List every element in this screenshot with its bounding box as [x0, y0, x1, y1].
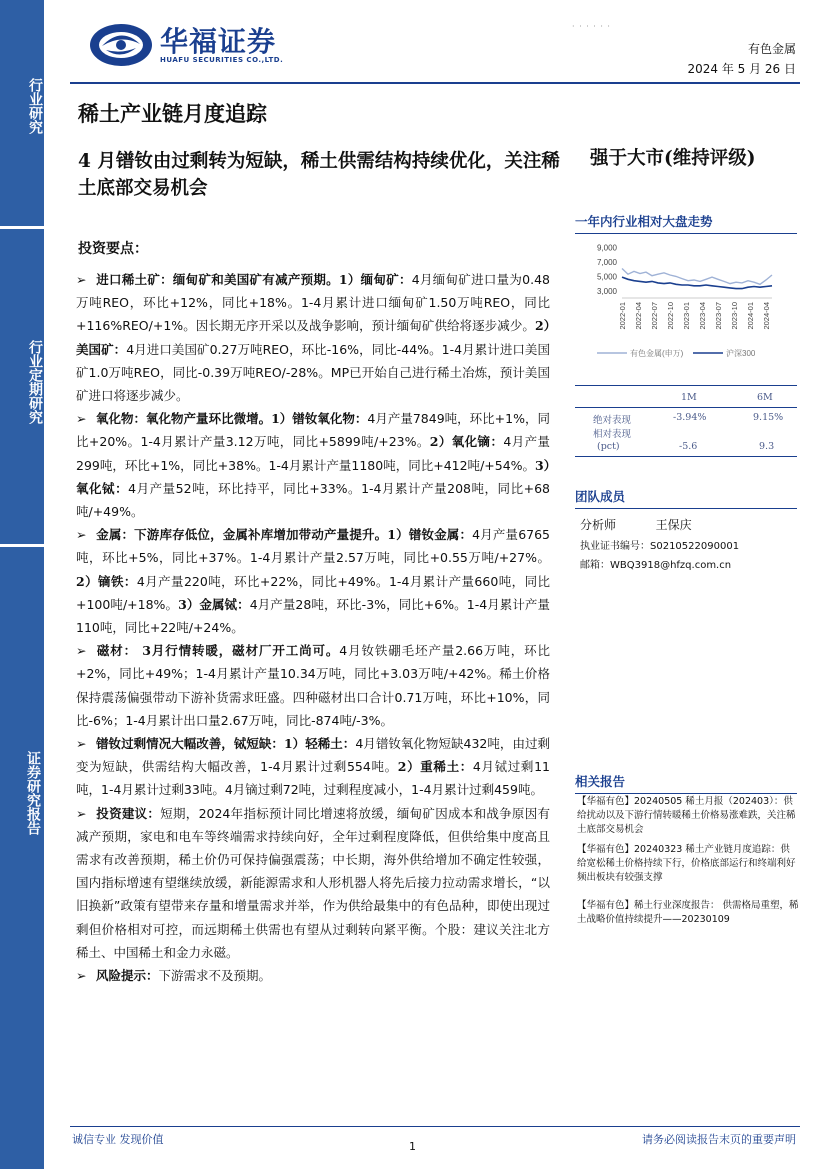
x-tick-label: 2024-04 — [762, 302, 771, 330]
y-tick-label: 5,000 — [596, 272, 617, 282]
team-title: 团队成员 — [575, 487, 797, 509]
industry-label: 有色金属 — [747, 42, 796, 56]
perf-rel-6m: 9.3 — [759, 441, 775, 452]
perf-rel-label: 相对表现 — [593, 429, 632, 440]
cert-number: S0210522090001 — [650, 541, 740, 552]
footer-slogan: 诚信专业 发现价值 — [72, 1133, 164, 1146]
footer-divider — [70, 1126, 800, 1127]
x-tick-label: 2023-01 — [682, 302, 691, 330]
paragraph-risk: ➢ 风险提示：下游需求不及预期。 — [76, 964, 550, 987]
footer-disclaimer: 请务必阅读报告末页的重要声明 — [642, 1133, 796, 1146]
perf-header-1m: 1M — [681, 392, 697, 403]
rating-label: 强于大市(维持评级) — [590, 148, 756, 169]
relative-performance-chart — [575, 236, 800, 366]
performance-table — [575, 385, 797, 457]
perf-abs-1m: -3.94% — [673, 412, 707, 423]
page-number: 1 — [409, 1140, 416, 1153]
related-title: 相关报告 — [575, 772, 797, 794]
paragraph-oxides: ➢ 氧化物：氧化物产量环比微增。1）镨钕氧化物：4月产量7849吨，环比+1%，同比+20%。1-4月累计产量3.12万吨，同比+5899吨/+23%。2）氧化镝：4月产量299吨，环比+1%，同比+38%。1-4月累计产量1180吨，同比+412吨/+54%。3）氧化铽：4月产量52吨，环比持平，同比+33%。1-4月累计产量208吨，同比+68吨/+49%。 — [76, 407, 550, 523]
arrow-bullet-icon: ➢ — [76, 968, 87, 984]
logo-english-text: HUAFU SECURITIES CO.,LTD. — [160, 56, 284, 64]
company-logo — [88, 20, 298, 70]
perf-header-6m: 6M — [757, 392, 773, 403]
report-headline: 4 月镨钕由过剩转为短缺，稀土供需结构持续优化，关注稀土底部交易机会 — [78, 151, 560, 199]
sidebar-label-securities-report: 证券研究报告 — [25, 751, 41, 835]
header-divider — [70, 82, 800, 84]
arrow-bullet-icon: ➢ — [76, 736, 87, 752]
table-rule — [575, 456, 797, 457]
logo-emblem-icon — [88, 20, 154, 70]
x-tick-label: 2022-07 — [650, 302, 659, 330]
arrow-bullet-icon: ➢ — [76, 411, 87, 427]
x-tick-label: 2023-04 — [698, 302, 707, 330]
table-rule — [575, 407, 797, 408]
chart-svg — [575, 236, 800, 366]
cert-row — [580, 537, 739, 552]
y-tick-label: 3,000 — [596, 286, 617, 296]
email-link[interactable]: WBQ3918@hfzq.com.cn — [610, 560, 732, 571]
related-report-item[interactable]: 【华福有色】20240323 稀土产业链月度追踪：供给宽松稀土价格持续下行，价格底部运行和终端利好频出板块有较强支撑 — [577, 844, 796, 883]
paragraph-investment: ➢ 投资建议：短期，2024年指标预计同比增速将放缓，缅甸矿因成本和战争原因有减产预期，家电和电车等终端需求持续向好，全年过剩程度降低，但供给集中度高且需求有改善预期，稀土价仍可保持偏强震荡；中长期，海外供给增加不确定性较强，国内指标增速有望继续放缓，新能源需求和人形机器人将先后接力拉动需求增长，“以旧换新”政策有望带来存量和增量需求并举，作为供给最集中的有色品种，即使出现过剩但价格相对可控，而远期稀土供需也有望从过剩转向紧平衡。个股：建议关注北方稀土、中国稀土和金力永磁。 — [76, 802, 550, 964]
x-tick-label: 2023-10 — [730, 302, 739, 330]
x-tick-label: 2022-01 — [618, 302, 627, 330]
paragraph-magnets: ➢ 磁材： 3月行情转暖，磁材厂开工尚可。4月钕铁硼毛坯产量2.66万吨，环比+2%，同比+49%；1-4月累计产量10.34万吨，同比+3.03万吨/+42%。稀土价格保持震荡偏强带动下游补货需求旺盛。四种磁材出口合计0.71万吨，环比+10%，同比-6%；1-4月累计出口量2.67万吨，同比-874吨/-3%。 — [76, 639, 550, 732]
related-report-item[interactable]: 【华福有色】20240505 稀土月报（202403）：供给扰动以及下游行情转暖稀土价格易涨难跌，关注稀土底部交易机会 — [577, 796, 796, 835]
y-tick-label: 7,000 — [596, 258, 617, 267]
chart-title: 一年内行业相对大盘走势 — [575, 212, 797, 234]
analyst-label: 分析师 — [580, 518, 617, 532]
x-tick-label: 2022-04 — [634, 302, 643, 330]
perf-rel-1m: -5.6 — [679, 441, 698, 452]
perf-abs-6m: 9.15% — [753, 412, 784, 423]
y-tick-label: 9,000 — [596, 243, 617, 253]
email-row — [580, 556, 731, 571]
x-tick-label: 2024-01 — [746, 302, 755, 330]
paragraph-metals: ➢ 金属：下游库存低位，金属补库增加带动产量提升。1）镨钕金属：4月产量6765吨，环比+5%，同比+37%。1-4月累计产量2.57万吨，同比+0.55万吨/+27%。2）镝铁：4月产量220吨，环比+22%，同比+49%。1-4月累计产量660吨，同比+100吨/+18%。3）金属铽：4月产量28吨，环比-3%，同比+6%。1-4月累计产量110吨，同比+22吨/+24%。 — [76, 523, 550, 639]
paragraph-balance: ➢ 镨钕过剩情况大幅改善，铽短缺：1）轻稀土：4月镨钕氧化物短缺432吨，由过剩变为短缺，供需结构大幅改善，1-4月累计过剩554吨。2）重稀土：4月铽过剩11吨，1-4月累计过剩33吨。4月镝过剩72吨，过剩程度减小，1-4月累计过剩459吨。 — [76, 732, 550, 802]
left-sidebar — [0, 0, 44, 1169]
key-points-body — [76, 268, 550, 987]
x-tick-label: 2022-10 — [666, 302, 675, 330]
arrow-bullet-icon: ➢ — [76, 527, 87, 543]
perf-abs-label: 绝对表现 — [593, 415, 632, 426]
logo-text: 华福证券 — [160, 25, 277, 58]
legend-label-1: 沪深300 — [726, 349, 756, 358]
key-points-heading: 投资要点： — [78, 241, 148, 257]
report-date: 2024 年 5 月 26 日 — [687, 62, 796, 76]
related-report-item[interactable]: 【华福有色】稀土行业深度报告： 供需格局重塑，稀土战略价值持续提升——20230109 — [577, 900, 799, 925]
decorative-dots: · · · · · · — [572, 22, 611, 31]
related-reports — [577, 795, 799, 933]
arrow-bullet-icon: ➢ — [76, 643, 87, 659]
analyst-row — [580, 516, 692, 533]
series-line-1 — [622, 277, 772, 289]
sidebar-label-periodic: 行业定期研究 — [27, 340, 43, 424]
sidebar-label-industry-research: 行业研究 — [27, 78, 43, 134]
cert-label: 执业证书编号： — [580, 541, 650, 552]
perf-pct-label: (pct) — [597, 441, 620, 452]
paragraph-imports: ➢ 进口稀土矿：缅甸矿和美国矿有减产预期。1）缅甸矿：4月缅甸矿进口量为0.48万吨REO，环比+12%，同比+18%。1-4月累计进口缅甸矿1.50万吨REO，同比+116%REO/+1%。因长期无序开采以及战争影响，预计缅甸矿供给将逐步减少。2）美国矿：4月进口美国矿0.27万吨REO，环比-16%，同比-44%。1-4月累计进口美国矿1.0万吨REO，同比-0.39万吨REO/-28%。MP已开始自己进行稀土冶炼，预计美国矿进口将逐步减少。 — [76, 268, 550, 407]
email-label: 邮箱： — [580, 560, 610, 571]
sidebar-divider — [0, 544, 44, 547]
section-title: 稀土产业链月度追踪 — [78, 101, 267, 126]
arrow-bullet-icon: ➢ — [76, 272, 87, 287]
x-tick-label: 2023-07 — [714, 302, 723, 330]
legend-label-0: 有色金属(申万) — [630, 349, 684, 358]
arrow-bullet-icon: ➢ — [76, 805, 87, 821]
analyst-name: 王保庆 — [655, 518, 692, 532]
table-rule — [575, 385, 797, 386]
sidebar-divider — [0, 226, 44, 229]
